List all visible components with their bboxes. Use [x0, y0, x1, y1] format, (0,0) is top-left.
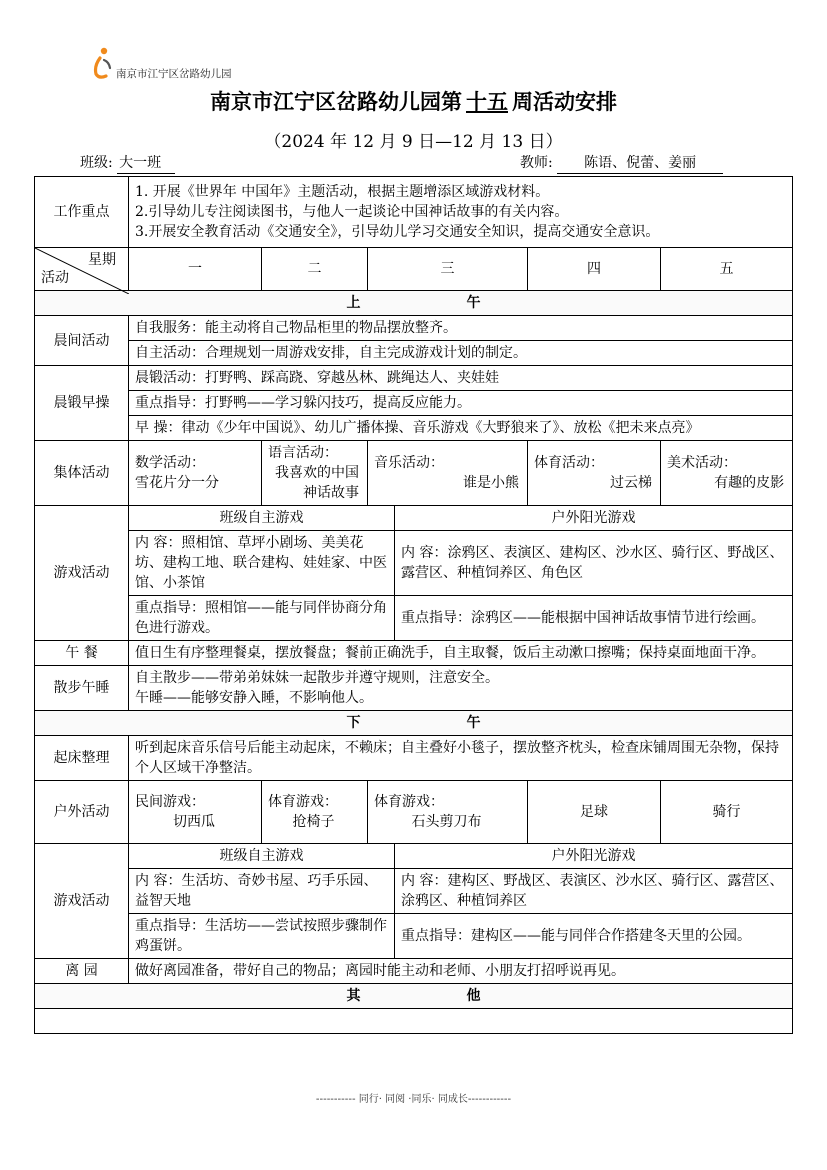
- morning-section-row: [35, 291, 793, 316]
- nap-label: 散步午睡: [35, 666, 129, 711]
- work-focus-row: [35, 177, 793, 248]
- wakeup-label: 起床整理: [35, 736, 129, 781]
- morning-activity-item: 自我服务：能主动将自己物品柜里的物品摆放整齐。: [129, 316, 793, 341]
- nap-item: 自主散步——带弟弟妹妹一起散步并遵守规则，注意安全。: [135, 670, 499, 686]
- activity-type: 语言活动：: [268, 445, 338, 461]
- work-focus-item: 2.引导幼儿专注阅读图书，与他人一起谈论中国神话故事的有关内容。: [135, 204, 569, 220]
- other-section-header: [35, 984, 793, 1009]
- lunch-label: 午 餐: [35, 641, 129, 666]
- activity-name: 谁是小熊: [463, 475, 519, 491]
- school-logo: [90, 46, 270, 80]
- work-focus-item: 1. 开展《世界年 中国年》主题活动，根据主题增添区域游戏材料。: [135, 184, 550, 200]
- group-activity-row: [35, 441, 793, 506]
- morning-exercise-item: 重点指导：打野鸭——学习躲闪技巧，提高反应能力。: [129, 391, 793, 416]
- activity-name: 抢椅子: [292, 814, 335, 830]
- pm-outdoor-game-focus: 重点指导：建构区——能与同伴合作搭建冬天里的公园。: [395, 914, 793, 959]
- am-game-content-row: [35, 531, 793, 596]
- leave-row: [35, 959, 793, 984]
- schedule-table: [34, 176, 793, 1034]
- am-game-label: 游戏活动: [35, 506, 129, 641]
- weekday-header-label: 星期: [88, 252, 116, 268]
- activity-type: 民间游戏：: [135, 794, 205, 810]
- activity-name: 切西瓜: [173, 814, 215, 830]
- section-char: 午: [466, 295, 481, 311]
- group-activity-cell: [129, 441, 262, 506]
- morning-exercise-row: [35, 391, 793, 416]
- activity-name: 石头剪刀布: [411, 814, 482, 830]
- morning-activity-row: [35, 316, 793, 341]
- am-outdoor-game-focus: 重点指导：涂鸦区——能根据中国神话故事情节进行绘画。: [395, 596, 793, 641]
- pm-game-title-row: [35, 844, 793, 869]
- other-section-row: [35, 984, 793, 1009]
- group-activity-cell: [661, 441, 793, 506]
- pm-indoor-game-focus: 重点指导：生活坊——尝试按照步骤制作鸡蛋饼。: [129, 914, 395, 959]
- am-outdoor-game-title: 户外阳光游戏: [395, 506, 793, 531]
- morning-exercise-row: [35, 366, 793, 391]
- activity-name: 雪花片分一分: [135, 475, 219, 491]
- work-focus-content: [129, 177, 793, 248]
- section-char: 他: [466, 988, 481, 1004]
- pm-outdoor-game-title: 户外阳光游戏: [395, 844, 793, 869]
- group-activity-cell: [368, 441, 528, 506]
- outdoor-activity-cell: [368, 781, 528, 844]
- activity-name: 我喜欢的中国神话故事: [275, 465, 359, 501]
- wakeup-row: [35, 736, 793, 781]
- weekday-monday: 一: [129, 248, 262, 291]
- group-activity-cell: [262, 441, 368, 506]
- afternoon-section-header: [35, 711, 793, 736]
- logo-mark-icon: [90, 46, 116, 80]
- activity-header-label: 活动: [41, 270, 69, 286]
- outdoor-activity-cell: [129, 781, 262, 844]
- weekday-tuesday: 二: [262, 248, 368, 291]
- pm-game-label: 游戏活动: [35, 844, 129, 959]
- weekday-wednesday: 三: [368, 248, 528, 291]
- activity-name: 有趣的皮影: [714, 475, 785, 491]
- diagonal-header-cell: [35, 248, 129, 291]
- pm-game-content-row: [35, 869, 793, 914]
- other-content: [35, 1009, 793, 1034]
- outdoor-activity-label: 户外活动: [35, 781, 129, 844]
- morning-activity-item: 自主活动：合理规划一周游戏安排，自主完成游戏计划的制定。: [129, 341, 793, 366]
- page-title: [0, 86, 827, 116]
- wakeup-content: 听到起床音乐信号后能主动起床，不赖床；自主叠好小毯子，摆放整齐枕头，检查床铺周围无杂物，保持个人区域干净整洁。: [129, 736, 793, 781]
- activity-type: 体育游戏：: [268, 794, 338, 810]
- title-prefix: 南京市江宁区岔路幼儿园第: [210, 90, 462, 114]
- section-char: 其: [346, 988, 361, 1004]
- morning-exercise-item: 晨锻活动：打野鸭、踩高跷、穿越丛林、跳绳达人、夹娃娃: [129, 366, 793, 391]
- lunch-row: [35, 641, 793, 666]
- afternoon-section-row: [35, 711, 793, 736]
- group-activity-cell: [528, 441, 661, 506]
- activity-type: 体育游戏：: [374, 794, 444, 810]
- work-focus-label: 工作重点: [35, 177, 129, 248]
- section-char: 午: [466, 715, 481, 731]
- am-indoor-game-content: 内 容：照相馆、草坪小剧场、美美花坊、建构工地、联合建构、娃娃家、中医馆、小茶馆: [129, 531, 395, 596]
- outdoor-activity-cell: 骑行: [661, 781, 793, 844]
- outdoor-activity-cell: 足球: [528, 781, 661, 844]
- pm-outdoor-game-content: 内 容：建构区、野战区、表演区、沙水区、骑行区、露营区、涂鸦区、种植饲养区: [395, 869, 793, 914]
- am-game-title-row: [35, 506, 793, 531]
- am-indoor-game-focus: 重点指导：照相馆——能与同伴协商分角色进行游戏。: [129, 596, 395, 641]
- section-char: 下: [346, 715, 361, 731]
- activity-type: 数学活动：: [135, 455, 205, 471]
- morning-activity-row: [35, 341, 793, 366]
- outdoor-activity-cell: [262, 781, 368, 844]
- am-outdoor-game-content: 内 容：涂鸦区、表演区、建构区、沙水区、骑行区、野战区、露营区、种植饲养区、角色区: [395, 531, 793, 596]
- work-focus-item: 3.开展安全教育活动《交通安全》，引导幼儿学习交通安全知识，提高交通安全意识。: [135, 224, 660, 240]
- weekday-thursday: 四: [528, 248, 661, 291]
- title-suffix: 周活动安排: [512, 90, 617, 114]
- weekday-header-row: [35, 248, 793, 291]
- activity-type: 美术活动：: [667, 455, 737, 471]
- weekday-friday: 五: [661, 248, 793, 291]
- am-game-focus-row: [35, 596, 793, 641]
- teacher-label: 教师:: [520, 155, 553, 171]
- footer-slogan: ----------- 同行· 同阅 ·同乐· 同成长------------: [315, 1094, 512, 1105]
- activity-type: 音乐活动：: [374, 455, 444, 471]
- morning-activity-label: 晨间活动: [35, 316, 129, 366]
- pm-game-focus-row: [35, 914, 793, 959]
- leave-content: 做好离园准备，带好自己的物品；离园时能主动和老师、小朋友打招呼说再见。: [129, 959, 793, 984]
- group-activity-label: 集体活动: [35, 441, 129, 506]
- section-char: 上: [346, 295, 361, 311]
- nap-content: [129, 666, 793, 711]
- week-number: 十五: [466, 90, 508, 114]
- leave-label: 离 园: [35, 959, 129, 984]
- other-content-row: [35, 1009, 793, 1034]
- class-info: [80, 152, 175, 174]
- morning-exercise-row: [35, 416, 793, 441]
- morning-exercise-label: 晨锻早操: [35, 366, 129, 441]
- outdoor-activity-row: [35, 781, 793, 844]
- nap-row: [35, 666, 793, 711]
- pm-indoor-game-content: 内 容：生活坊、奇妙书屋、巧手乐园、益智天地: [129, 869, 395, 914]
- activity-type: 体育活动：: [534, 455, 604, 471]
- class-value: 大一班: [117, 152, 175, 174]
- class-label: 班级:: [80, 155, 113, 171]
- nap-item: 午睡——能够安静入睡，不影响他人。: [135, 690, 373, 706]
- activity-name: 过云梯: [610, 475, 652, 491]
- date-range: （2024 年 12 月 9 日—12 月 13 日）: [264, 132, 563, 152]
- morning-exercise-item: 早 操：律动《少年中国说》、幼儿广播体操、音乐游戏《大野狼来了》、放松《把未来点亮》: [129, 416, 793, 441]
- logo-school-name: 南京市江宁区岔路幼儿园: [116, 68, 232, 80]
- teacher-value: 陈语、倪蕾、姜丽: [557, 152, 723, 174]
- am-indoor-game-title: 班级自主游戏: [129, 506, 395, 531]
- lunch-content: 值日生有序整理餐桌，摆放餐盘；餐前正确洗手，自主取餐，饭后主动漱口擦嘴；保持桌面地面干净。: [129, 641, 793, 666]
- teacher-info: [520, 152, 723, 174]
- morning-section-header: [35, 291, 793, 316]
- pm-indoor-game-title: 班级自主游戏: [129, 844, 395, 869]
